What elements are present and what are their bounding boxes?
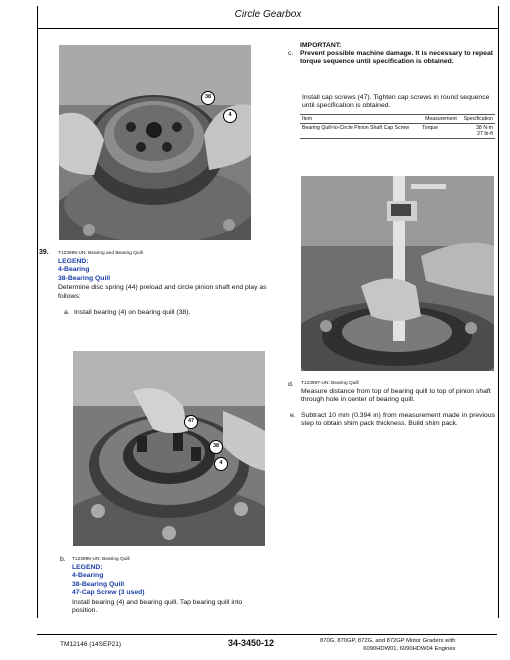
step-e-text: Subtract 10 mm (0.394 in) from measurement made in previous step to obtain shim pack thickness. Build shim pack.: [301, 412, 495, 428]
spec-table: [300, 114, 495, 139]
page-header: [37, 6, 499, 29]
step-39-caption: T123995-UN: Bearing and Bearing Quill: [58, 251, 143, 256]
photo-bearing-quill-cap-screws: [73, 351, 265, 546]
important-text: Prevent possible machine damage. It is necessary to repeat torque sequence until specification is obtained.: [300, 50, 493, 66]
photo-bearing-and-quill: [59, 45, 251, 240]
spec-table-header: [300, 115, 495, 124]
step-b-text: Install bearing (4) and bearing quill. Tap bearing quill into position.: [72, 598, 243, 615]
spec-value-metric: 38 N·m: [475, 125, 493, 131]
step-b-legend: [72, 564, 272, 616]
spec-item: Bearing Quill-to-Circle Pinion Shaft Cap Screw: [300, 124, 420, 139]
footer-models: [320, 638, 455, 654]
callout-4: 4: [214, 457, 228, 471]
legend-title: LEGEND:: [58, 258, 89, 265]
footer-models-line2: 6090HDW01, 6090HDW04 Engines: [363, 645, 456, 652]
legend-item: 4-Bearing: [58, 266, 90, 274]
step-c-label: c.: [288, 50, 294, 57]
step-39-number: 39.: [39, 249, 49, 256]
spec-value-imperial: 27 lb-ft: [477, 131, 493, 137]
spec-header-specification: Specification: [459, 115, 495, 124]
quill-photo-illustration: [73, 351, 265, 546]
callout-38: 38: [209, 440, 223, 454]
table-row: [300, 124, 495, 139]
important-title: IMPORTANT:: [300, 42, 342, 49]
step-a-text: Install bearing (4) on bearing quill (38).: [74, 309, 191, 316]
footer-doc-id: TM12146 (14SEP21): [60, 641, 122, 648]
legend-title: LEGEND:: [72, 564, 103, 571]
legend-item: 4-Bearing: [72, 572, 104, 580]
spec-header-measurement: Measurement: [420, 115, 459, 124]
step-d-label: d.: [288, 381, 294, 388]
step-d-caption: T123997-UN: Bearing Quill: [301, 381, 359, 386]
step-b-label: b.: [60, 556, 66, 563]
bearing-photo-illustration: [59, 45, 251, 240]
legend-item: 38-Bearing Quill: [72, 580, 125, 588]
photo-caliper-measurement: [301, 176, 494, 371]
callout-47: 47: [184, 415, 198, 429]
legend-item: 47-Cap Screw (3 used): [72, 589, 145, 597]
callout-4: 4: [223, 109, 237, 123]
step-e-label: e.: [290, 412, 296, 419]
legend-item: 38-Bearing Quill: [58, 274, 111, 282]
step-a-label: a.: [64, 309, 70, 316]
spec-header-item: Item: [300, 115, 420, 124]
spec-measurement: Torque: [420, 124, 459, 139]
step-d-text: Measure distance from top of bearing quill to top of pinion shaft through hole in center of bearing quill.: [301, 388, 491, 404]
spec-value: [459, 124, 495, 139]
step-39-legend: [58, 258, 268, 301]
step-39-text: Determine disc spring (44) preload and circle pinion shaft end play as follows:: [58, 284, 267, 300]
caliper-photo-illustration: [301, 176, 494, 371]
page-title: Circle Gearbox: [234, 9, 302, 20]
footer-models-line1: 870G, 870GP, 872G, and 872GP Motor Graders with: [320, 638, 456, 644]
footer-divider: [37, 634, 497, 635]
step-c-instruction: Install cap screws (47). Tighten cap screws in round sequence until specification is obtained.: [302, 94, 490, 110]
callout-38: 38: [201, 91, 215, 105]
step-b-caption: T123996-UN: Bearing Quill: [72, 557, 130, 562]
footer-page-number: 34-3450-12: [228, 638, 275, 648]
